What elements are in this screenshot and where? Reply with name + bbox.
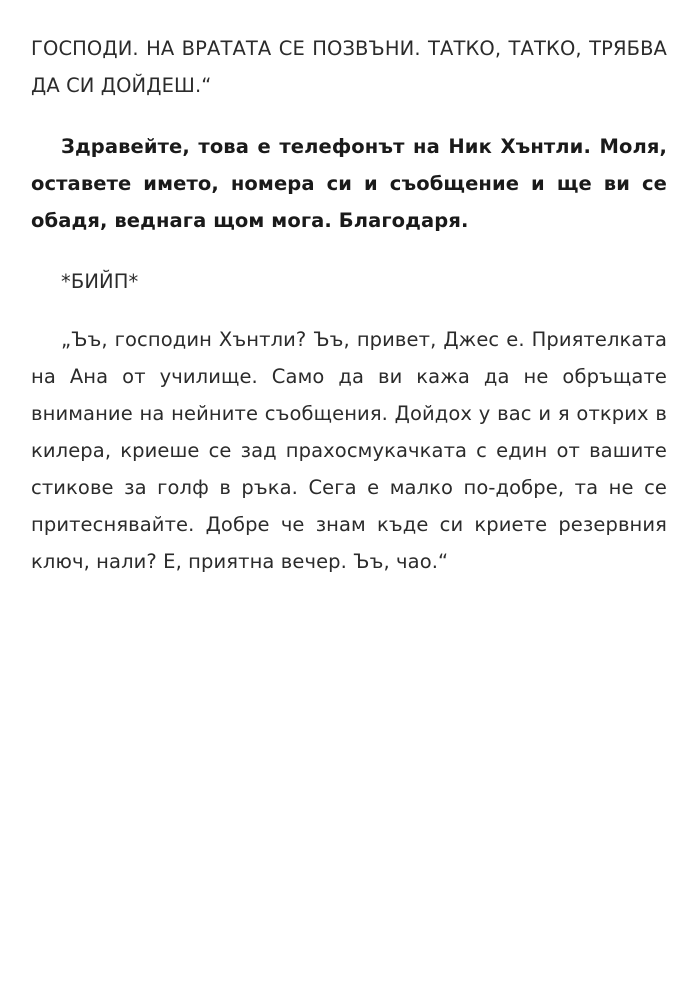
- document-page: [31, 30, 667, 580]
- paragraph-beep: *БИЙП*: [61, 270, 139, 293]
- paragraph-jess-message: „Ъъ, господин Хънтли? Ъъ, привет, Джес е. Приятелката на Ана от училище. Само да ви кажа да не обръщате внимание на нейните съобщения. Дойдох у вас и я открих в килера, криеше се зад прахосмукачката с един от вашите стикове за голф в ръка. Сега е малко по-добре, та не се притеснявайте. Добре че знам къде си криете резервния ключ, нали? Е, приятна вечер. Ъъ, чао.“: [31, 328, 667, 573]
- paragraph-narration: ГОСПОДИ. НА ВРАТАТА СЕ ПОЗВЪНИ. ТАТКО, ТАТКО, ТРЯБВА ДА СИ ДОЙДЕШ.“: [31, 37, 667, 97]
- paragraph-voicemail-greeting: Здравейте, това е телефонът на Ник Хънтли. Моля, оставете името, номера си и съобщение и ще ви се обадя, веднага щом мога. Благодаря.: [31, 135, 667, 232]
